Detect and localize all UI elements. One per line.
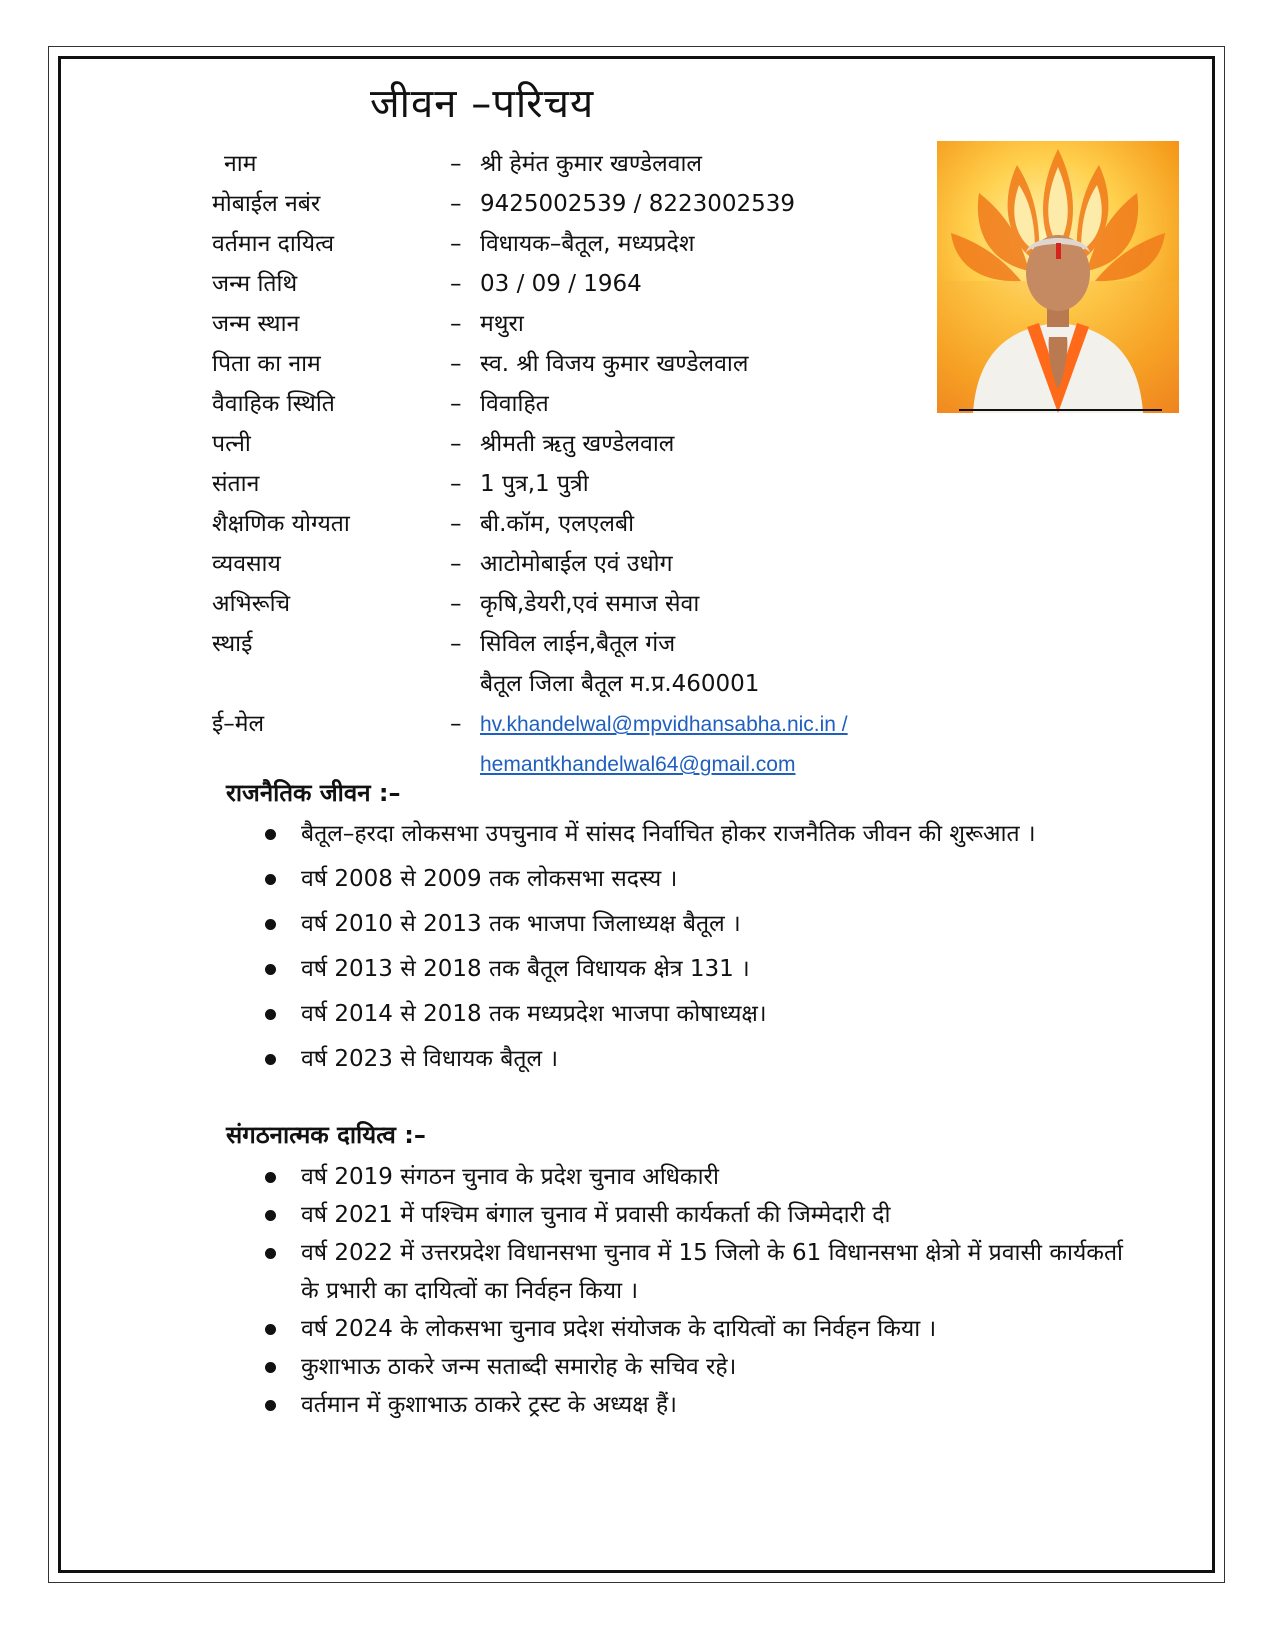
bullet-icon <box>265 1172 276 1183</box>
info-label: जन्म तिथि <box>212 271 298 297</box>
info-value: मथुरा <box>480 311 524 337</box>
info-dash: – <box>450 471 462 497</box>
info-dash: – <box>450 511 462 537</box>
info-value: 1 पुत्र,1 पुत्री <box>480 471 589 497</box>
list-item-text: वर्ष 2010 से 2013 तक भाजपा जिलाध्यक्ष बैतूल । <box>301 911 741 937</box>
info-dash: – <box>450 191 462 217</box>
photo-underline <box>959 409 1162 411</box>
list-item <box>265 1040 1145 1078</box>
info-value: बैतूल जिला बैतूल म.प्र.460001 <box>480 671 760 697</box>
organizational-list <box>265 1158 1145 1424</box>
bullet-icon <box>265 1362 276 1373</box>
info-value: बी.कॉम, एलएलबी <box>480 511 635 537</box>
list-item <box>265 1196 1145 1234</box>
info-value: कृषि,डेयरी,एवं समाज सेवा <box>480 591 700 617</box>
list-item-text: वर्ष 2019 संगठन चुनाव के प्रदेश चुनाव अधिकारी <box>301 1164 719 1190</box>
info-dash: – <box>450 551 462 577</box>
bullet-icon <box>265 919 276 930</box>
info-value: स्व. श्री विजय कुमार खण्डेलवाल <box>480 351 749 377</box>
list-item <box>265 1158 1145 1196</box>
list-item <box>265 860 1145 898</box>
info-label: पत्नी <box>212 431 251 457</box>
organizational-heading: संगठनात्मक दायित्व :– <box>226 1121 426 1149</box>
info-label: पिता का नाम <box>212 351 321 377</box>
info-dash: – <box>450 351 462 377</box>
bullet-icon <box>265 1324 276 1335</box>
list-item <box>265 1348 1145 1386</box>
list-item-text: वर्ष 2023 से विधायक बैतूल । <box>301 1046 559 1072</box>
info-value: श्रीमती ऋतु खण्डेलवाल <box>480 431 675 457</box>
bullet-icon <box>265 1009 276 1020</box>
info-label: वर्तमान दायित्व <box>212 231 335 257</box>
info-value: विधायक–बैतूल, मध्यप्रदेश <box>480 231 695 257</box>
email-label: ई–मेल <box>212 711 265 737</box>
info-label: वैवाहिक स्थिति <box>212 391 335 417</box>
political-life-heading: राजनैतिक जीवन :– <box>226 779 401 807</box>
info-value: 9425002539 / 8223002539 <box>480 191 796 217</box>
info-value: सिविल लाईन,बैतूल गंज <box>480 631 676 657</box>
list-item-text: कुशाभाऊ ठाकरे जन्म सताब्दी समारोह के सचिव रहे। <box>301 1354 737 1380</box>
list-item-text: वर्ष 2024 के लोकसभा चुनाव प्रदेश संयोजक के दायित्वों का निर्वहन किया । <box>301 1316 937 1342</box>
list-item-text: बैतूल–हरदा लोकसभा उपचुनाव में सांसद निर्वाचित होकर राजनैतिक जीवन की शुरूआत । <box>301 821 1036 847</box>
email-dash: – <box>450 711 462 737</box>
list-item-text: वर्ष 2008 से 2009 तक लोकसभा सदस्य । <box>301 866 678 892</box>
list-item <box>265 950 1145 988</box>
info-value: श्री हेमंत कुमार खण्डेलवाल <box>480 151 703 177</box>
info-value: 03 / 09 / 1964 <box>480 271 642 297</box>
list-item-text: वर्ष 2022 में उत्तरप्रदेश विधानसभा चुनाव में 15 जिलो के 61 विधानसभा क्षेत्रो में प्रवासी कार्यकर्ता के प्रभारी का दायित्वों का निर्वहन किया । <box>301 1240 1124 1304</box>
list-item <box>265 1386 1145 1424</box>
page-title: जीवन –परिचय <box>370 81 595 127</box>
lotus-portrait-illustration <box>937 141 1179 413</box>
info-dash: – <box>450 231 462 257</box>
list-item <box>265 995 1145 1033</box>
list-item <box>265 1234 1145 1310</box>
info-label: नाम <box>224 151 257 177</box>
info-dash: – <box>450 631 462 657</box>
list-item-text: वर्ष 2014 से 2018 तक मध्यप्रदेश भाजपा कोषाध्यक्ष। <box>301 1001 767 1027</box>
list-item-text: वर्तमान में कुशाभाऊ ठाकरे ट्रस्ट के अध्यक्ष हैं। <box>301 1392 677 1418</box>
bullet-icon <box>265 1210 276 1221</box>
bullet-icon <box>265 1248 276 1259</box>
email-link-primary[interactable]: hv.khandelwal@mpvidhansabha.nic.in / <box>480 713 848 736</box>
info-label: मोबाईल नबंर <box>212 191 321 217</box>
list-item-text: वर्ष 2021 में पश्चिम बंगाल चुनाव में प्रवासी कार्यकर्ता की जिम्मेदारी दी <box>301 1202 891 1228</box>
info-label: अभिरूचि <box>212 591 291 617</box>
political-life-list <box>265 815 1145 1078</box>
bullet-icon <box>265 1400 276 1411</box>
bullet-icon <box>265 1054 276 1065</box>
list-item <box>265 905 1145 943</box>
info-value: विवाहित <box>480 391 549 417</box>
list-item <box>265 1310 1145 1348</box>
info-label: स्थाई <box>212 631 253 657</box>
portrait-photo <box>937 141 1179 413</box>
list-item-text: वर्ष 2013 से 2018 तक बैतूल विधायक क्षेत्र 131 । <box>301 956 750 982</box>
info-label: शैक्षणिक योग्यता <box>212 511 350 537</box>
info-dash: – <box>450 271 462 297</box>
info-dash: – <box>450 151 462 177</box>
info-dash: – <box>450 431 462 457</box>
info-label: व्यवसाय <box>212 551 281 577</box>
list-item <box>265 815 1145 853</box>
info-label: जन्म स्थान <box>212 311 300 337</box>
info-value: आटोमोबाईल एवं उधोग <box>480 551 673 577</box>
info-dash: – <box>450 391 462 417</box>
bullet-icon <box>265 829 276 840</box>
info-dash: – <box>450 591 462 617</box>
info-dash: – <box>450 311 462 337</box>
info-label: संतान <box>212 471 260 497</box>
email-link-secondary[interactable]: hemantkhandelwal64@gmail.com <box>480 753 796 776</box>
bullet-icon <box>265 874 276 885</box>
bullet-icon <box>265 964 276 975</box>
